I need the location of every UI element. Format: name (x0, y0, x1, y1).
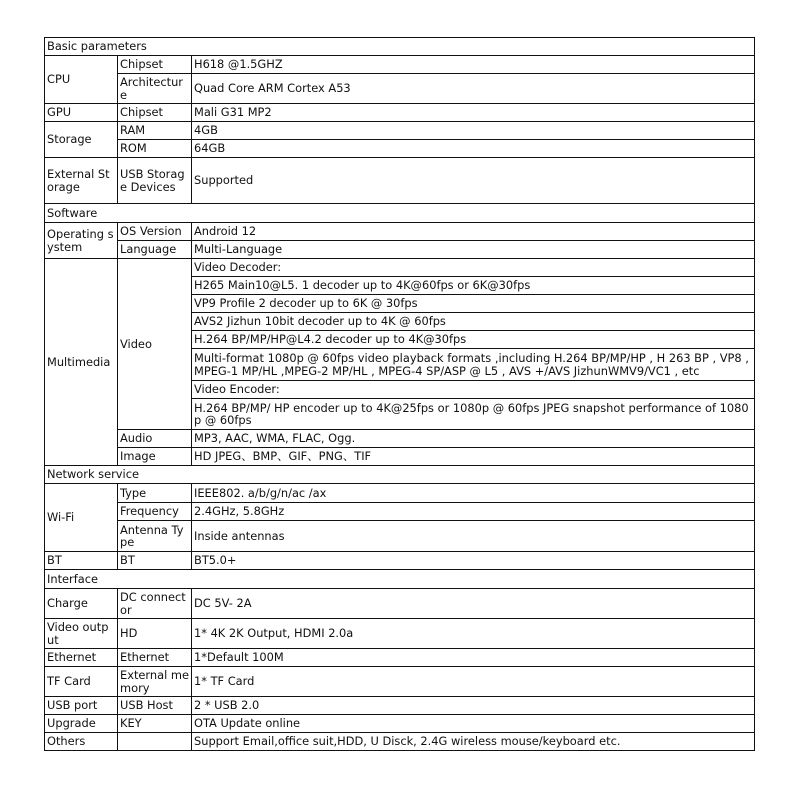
table-row (45, 715, 755, 733)
category-charge: Charge (45, 589, 118, 619)
table-row (45, 241, 755, 259)
category-tf-card: TF Card (45, 667, 118, 697)
sub-label: Chipset (118, 104, 192, 122)
category-ethernet: Ethernet (45, 649, 118, 667)
sub-label (118, 733, 192, 751)
value-cell: BT5.0+ (192, 552, 755, 570)
value-cell: Multi-Language (192, 241, 755, 259)
value-cell: 1* 4K 2K Output, HDMI 2.0a (192, 619, 755, 649)
value-cell: Inside antennas (192, 521, 755, 552)
table-row (45, 259, 755, 277)
table-row (45, 503, 755, 521)
value-cell: 4GB (192, 122, 755, 140)
category-others: Others (45, 733, 118, 751)
table-row (45, 667, 755, 697)
value-cell: 64GB (192, 140, 755, 158)
sub-label: OS Version (118, 223, 192, 241)
table-row (45, 104, 755, 122)
value-cell: DC 5V- 2A (192, 589, 755, 619)
category-storage: Storage (45, 122, 118, 158)
section-row-software (45, 204, 755, 223)
sub-label: HD (118, 619, 192, 649)
sub-label-video: Video (118, 259, 192, 430)
table-row (45, 589, 755, 619)
sub-label: ROM (118, 140, 192, 158)
table-row (45, 697, 755, 715)
table-row (45, 521, 755, 552)
category-gpu: GPU (45, 104, 118, 122)
table-row (45, 74, 755, 104)
table-row (45, 56, 755, 74)
table-row (45, 158, 755, 204)
table-row (45, 649, 755, 667)
value-cell: HD JPEG、BMP、GIF、PNG、TIF (192, 448, 755, 466)
table-row (45, 140, 755, 158)
table-row (45, 484, 755, 503)
value-cell: Support Email,office suit,HDD, U Disck, 2.4G wireless mouse/keyboard etc. (192, 733, 755, 751)
value-cell: Android 12 (192, 223, 755, 241)
value-cell: Multi-format 1080p @ 60fps video playback formats ,including H.264 BP/MP/HP , H 263 BP , VP8 , MPEG-1 MP/HL ,MPEG-2 MP/HL , MPEG-4 SP/ASP @ L5 , AVS +/AVS JizhunWMV9/VC1 , etc (192, 349, 755, 381)
value-cell: 2.4GHz, 5.8GHz (192, 503, 755, 521)
value-cell: H.264 BP/MP/HP@L4.2 decoder up to 4K@30fps (192, 331, 755, 349)
value-cell: IEEE802. a/b/g/n/ac /ax (192, 484, 755, 503)
value-cell: 1* TF Card (192, 667, 755, 697)
sub-label: BT (118, 552, 192, 570)
value-cell: Video Decoder: (192, 259, 755, 277)
section-header: Interface (45, 570, 755, 589)
sub-label: External memory (118, 667, 192, 697)
section-row-network (45, 466, 755, 484)
value-cell: MP3, AAC, WMA, FLAC, Ogg. (192, 430, 755, 448)
table-row (45, 448, 755, 466)
category-os: Operating system (45, 223, 118, 259)
value-cell: Video Encoder: (192, 381, 755, 399)
section-header: Software (45, 204, 755, 223)
table-row (45, 733, 755, 751)
value-cell: 2 * USB 2.0 (192, 697, 755, 715)
value-cell: H618 @1.5GHZ (192, 56, 755, 74)
table-row (45, 430, 755, 448)
sub-label: DC connector (118, 589, 192, 619)
value-cell: H265 Main10@L5. 1 decoder up to 4K@60fps or 6K@30fps (192, 277, 755, 295)
sub-label: USB Host (118, 697, 192, 715)
value-cell: H.264 BP/MP/ HP encoder up to 4K@25fps or 1080p @ 60fps JPEG snapshot performance of 1080p @ 60fps (192, 399, 755, 430)
sub-label: USB Storage Devices (118, 158, 192, 204)
category-video-output: Video output (45, 619, 118, 649)
value-cell: 1*Default 100M (192, 649, 755, 667)
section-row-interface (45, 570, 755, 589)
category-wifi: Wi-Fi (45, 484, 118, 552)
sub-label: Architecture (118, 74, 192, 104)
value-cell: AVS2 Jizhun 10bit decoder up to 4K @ 60fps (192, 313, 755, 331)
value-cell: Mali G31 MP2 (192, 104, 755, 122)
category-upgrade: Upgrade (45, 715, 118, 733)
table-row (45, 223, 755, 241)
sub-label: KEY (118, 715, 192, 733)
sub-label: Ethernet (118, 649, 192, 667)
category-usb-port: USB port (45, 697, 118, 715)
category-multimedia: Multimedia (45, 259, 118, 466)
section-header: Network service (45, 466, 755, 484)
section-row-basic (45, 38, 755, 56)
table-row (45, 619, 755, 649)
sub-label: Chipset (118, 56, 192, 74)
sub-label: RAM (118, 122, 192, 140)
category-external-storage: External Storage (45, 158, 118, 204)
value-cell: Quad Core ARM Cortex A53 (192, 74, 755, 104)
table-row (45, 122, 755, 140)
sub-label: Image (118, 448, 192, 466)
section-header: Basic parameters (45, 38, 755, 56)
category-cpu: CPU (45, 56, 118, 104)
table-row (45, 552, 755, 570)
value-cell: VP9 Profile 2 decoder up to 6K @ 30fps (192, 295, 755, 313)
value-cell: OTA Update online (192, 715, 755, 733)
category-bt: BT (45, 552, 118, 570)
sub-label: Language (118, 241, 192, 259)
sub-label: Antenna Type (118, 521, 192, 552)
value-cell: Supported (192, 158, 755, 204)
spec-table (44, 37, 755, 751)
sub-label: Type (118, 484, 192, 503)
sub-label: Frequency (118, 503, 192, 521)
sub-label: Audio (118, 430, 192, 448)
